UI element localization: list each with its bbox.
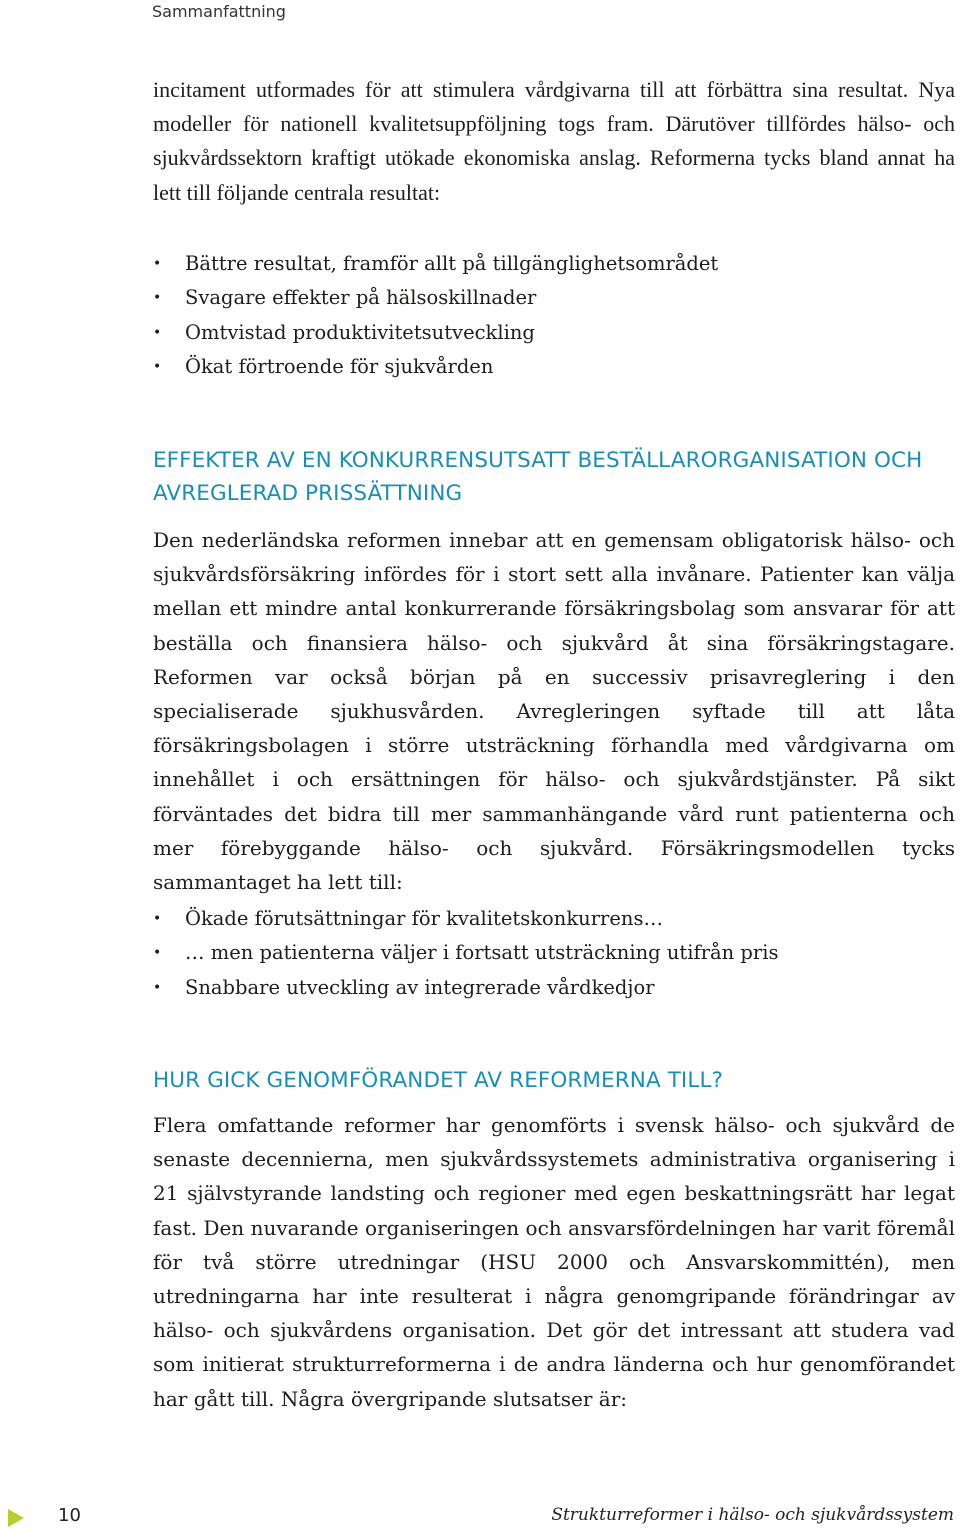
- footer-triangle-icon: [8, 1509, 24, 1527]
- list-item: • Bättre resultat, framför allt på tillgänglighetsområdet: [153, 247, 933, 281]
- list-item: • Svagare effekter på hälsoskillnader: [153, 281, 933, 315]
- bullet-icon: •: [153, 911, 162, 927]
- bullet-icon: •: [153, 945, 162, 962]
- list-item: • Snabbare utveckling av integrerade vårdkedjor: [153, 971, 933, 1005]
- list-item: • … men patienterna väljer i fortsatt utsträckning utifrån pris: [153, 936, 933, 970]
- running-header: Sammanfattning: [152, 2, 286, 21]
- bullet-icon: •: [153, 359, 162, 376]
- bullet-icon: •: [153, 290, 162, 307]
- page-number: 10: [58, 1505, 81, 1526]
- bullet-icon: •: [153, 979, 162, 996]
- section-heading-effekter: EFFEKTER AV EN KONKURRENSUTSATT BESTÄLLARORGANISATION OCH AVREGLERAD PRISSÄTTNING: [153, 448, 923, 506]
- list-item: • Ökade förutsättningar för kvalitetskonkurrens…: [153, 902, 933, 936]
- bullet-icon: •: [153, 324, 162, 341]
- list-item: • Omtvistad produktivitetsutveckling: [153, 316, 933, 350]
- list-item: • Ökat förtroende för sjukvården: [153, 350, 933, 384]
- footer-publication-title: Strukturreformer i hälso- och sjukvårdssystem: [551, 1505, 954, 1525]
- section-heading-genomforandet: HUR GICK GENOMFÖRANDET AV REFORMERNA TILL?: [153, 1068, 724, 1093]
- intro-paragraph: incitament utformades för att stimulera vårdgivarna till att förbättra sina resultat. Nya modeller för nationell kvalitetsuppföljning togs fram. Därutöver tillfördes hälso- och sjukvårdssektorn kraftigt utökade ekonomiska anslag. Reformerna tycks bland annat ha lett till följande centrala resultat:: [153, 77, 955, 205]
- intro-bullet-list: [153, 247, 933, 385]
- section1-paragraph: Den nederländska reformen innebar att en gemensam obligatorisk hälso- och sjukvårdsförsäkring infördes för i stort sett alla invånare. Patienter kan välja mellan ett mindre antal konkurrerande försäkringsbolag som ansvarar för att beställa och finansiera hälso- och sjukvård åt sina försäkringstagare. Reformen var också början på en successiv prisavreglering i den specialiserade sjukhusvården. Avregleringen syftade till att låta försäkringsbolagen i större utsträckning förhandla med vårdgivarna om innehållet i och ersättningen för hälso- och sjukvårdstjänster. På sikt förväntades det bidra till mer sammanhängande vård runt patienterna och mer förebyggande hälso- och sjukvård. Försäkringsmodellen tycks sammantaget ha lett till:: [153, 528, 955, 895]
- section2-paragraph: Flera omfattande reformer har genomförts i svensk hälso- och sjukvård de senaste decennierna, men sjukvårdssystemets administrativa organisering i 21 självstyrande landsting och regioner med egen beskattningsrätt har legat fast. Den nuvarande organiseringen och ansvarsfördelningen har varit föremål för två större utredningar (HSU 2000 och Ansvarskommittén), men utredningarna har inte resulterat i några genomgripande förändringar av hälso- och sjukvårdens organisation. Det gör det intressant att studera vad som initierat strukturreformerna i de andra länderna och hur genomförandet har gått till. Några övergripande slutsatser är:: [153, 1113, 955, 1411]
- bullet-icon: •: [153, 256, 162, 272]
- section1-bullet-list: [153, 902, 933, 1005]
